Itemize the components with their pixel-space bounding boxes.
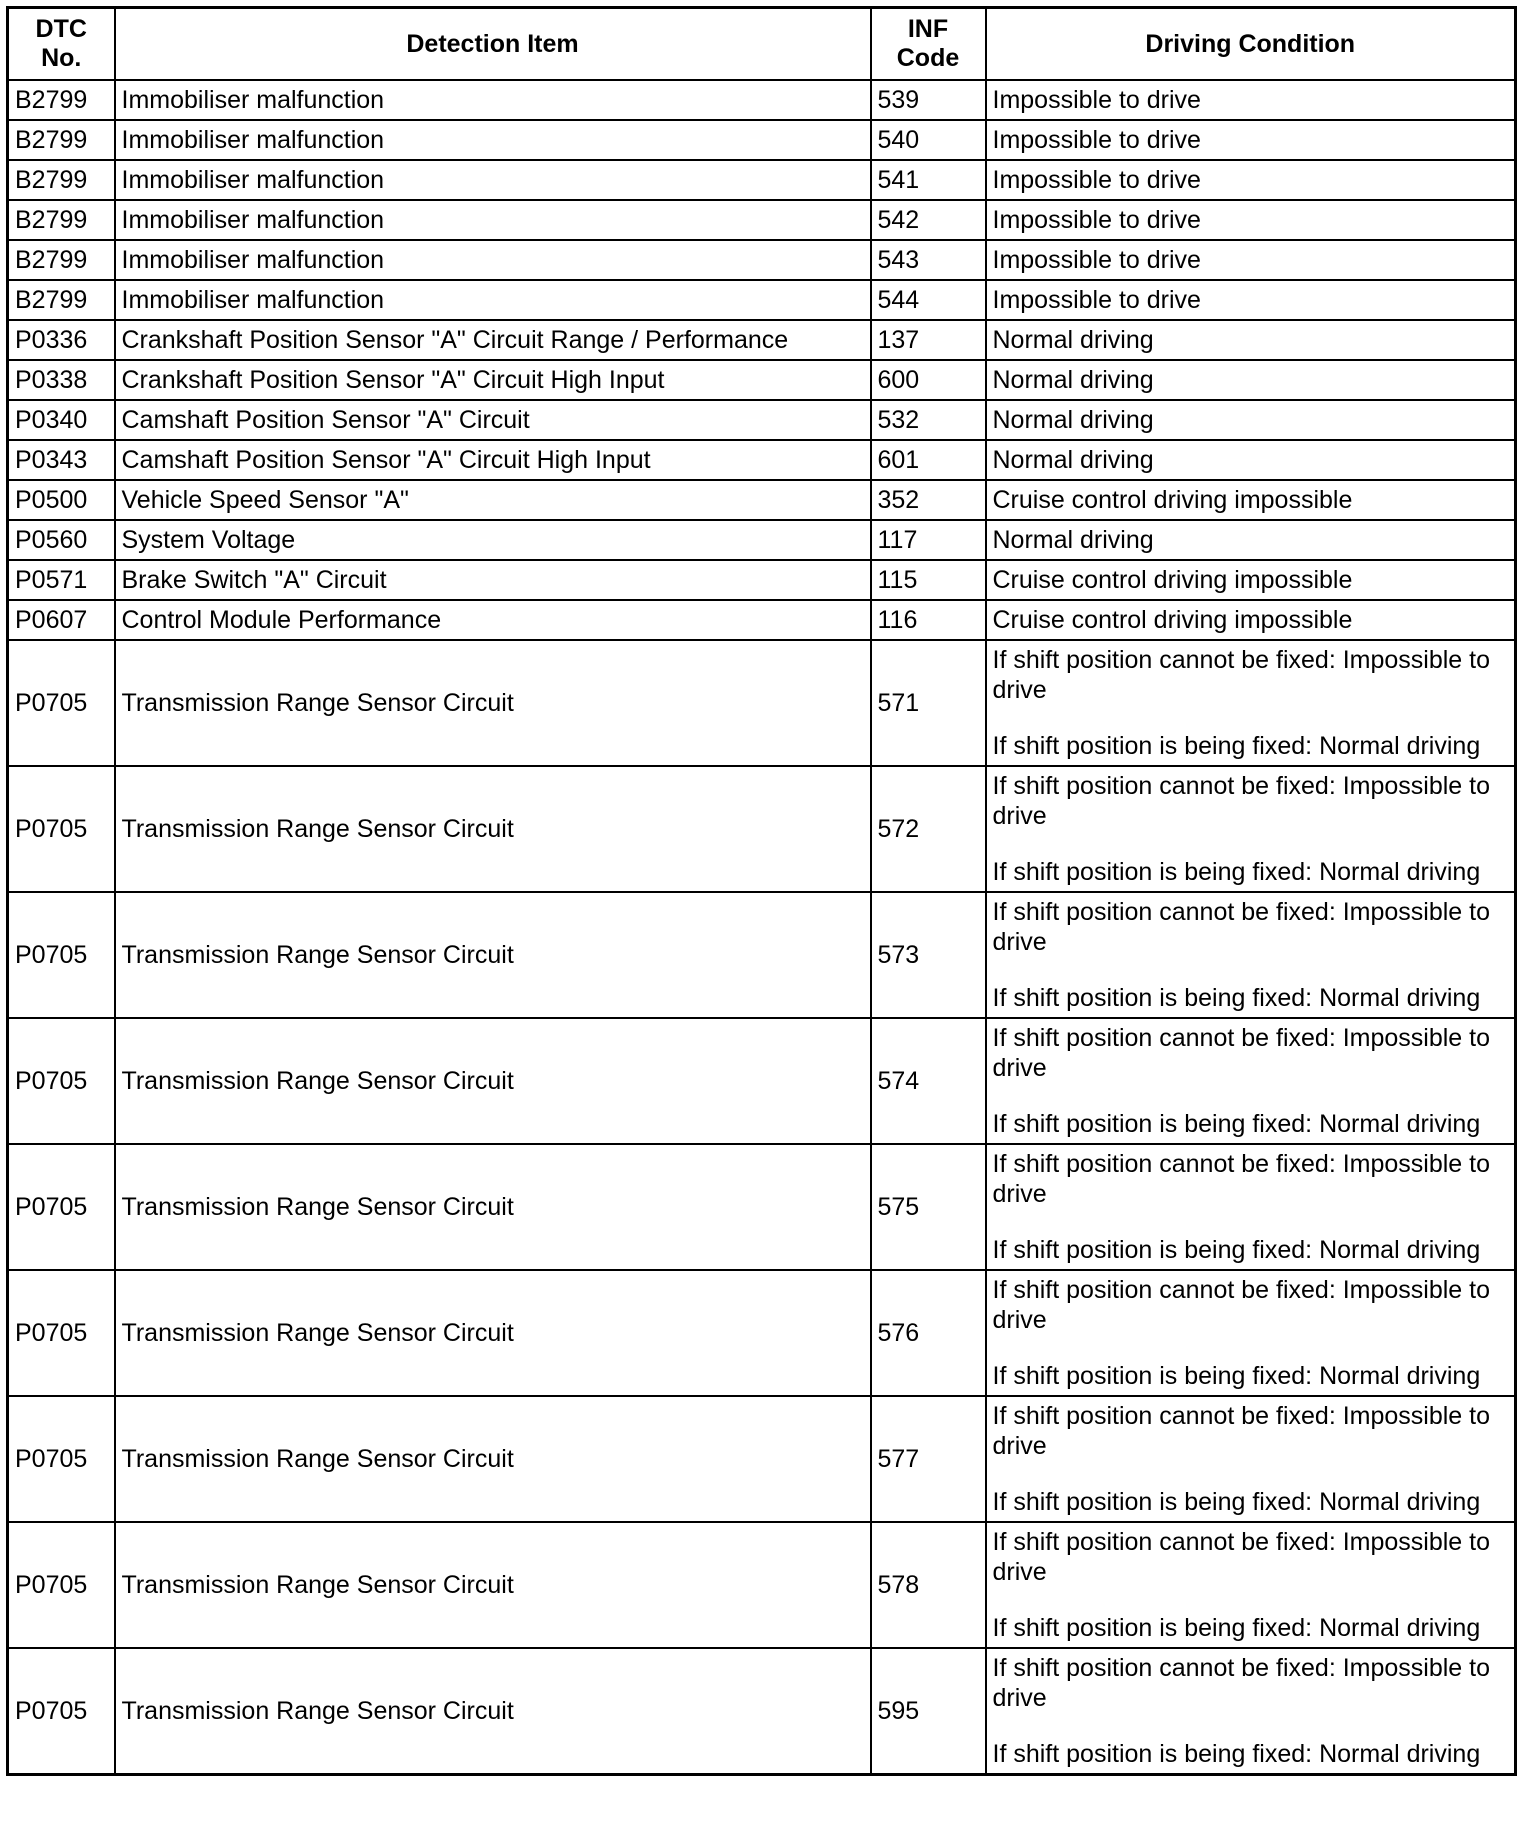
condition-spacer [993, 1209, 1509, 1235]
cell-dtc-no: P0705 [8, 766, 115, 892]
table-row [8, 240, 1516, 280]
table-row [8, 1144, 1516, 1270]
cell-inf-code: 573 [871, 892, 986, 1018]
cell-detection-item: Transmission Range Sensor Circuit [115, 892, 871, 1018]
table-row [8, 520, 1516, 560]
condition-spacer [993, 831, 1509, 857]
condition-fixed: If shift position is being fixed: Normal driving [992, 1614, 1481, 1642]
cell-inf-code: 539 [871, 80, 986, 120]
cell-inf-code: 542 [871, 200, 986, 240]
cell-inf-code: 578 [871, 1522, 986, 1648]
table-header [8, 8, 1516, 81]
cell-inf-code: 576 [871, 1270, 986, 1396]
cell-dtc-no: P0705 [8, 1648, 115, 1775]
cell-dtc-no: B2799 [8, 200, 115, 240]
table-row [8, 640, 1516, 766]
table-row [8, 360, 1516, 400]
condition-fixed: If shift position is being fixed: Normal driving [992, 732, 1481, 760]
condition-not-fixed: If shift position cannot be fixed: Impossible to drive [992, 1150, 1490, 1208]
cell-dtc-no: P0340 [8, 400, 115, 440]
table-row [8, 120, 1516, 160]
table-body [8, 80, 1516, 1775]
table-row [8, 1018, 1516, 1144]
cell-dtc-no: P0705 [8, 1522, 115, 1648]
header-inf-line1: INF [907, 15, 949, 43]
condition-not-fixed: If shift position cannot be fixed: Impossible to drive [992, 1402, 1490, 1460]
cell-dtc-no: P0500 [8, 480, 115, 520]
cell-dtc-no: P0705 [8, 640, 115, 766]
cell-inf-code: 574 [871, 1018, 986, 1144]
condition-fixed: If shift position is being fixed: Normal driving [992, 858, 1481, 886]
condition-not-fixed: If shift position cannot be fixed: Impossible to drive [992, 1654, 1490, 1712]
cell-detection-item: Immobiliser malfunction [115, 120, 871, 160]
table-row [8, 80, 1516, 120]
cell-dtc-no: P0607 [8, 600, 115, 640]
condition-spacer [993, 1587, 1509, 1613]
table-row [8, 320, 1516, 360]
cell-inf-code: 572 [871, 766, 986, 892]
cell-dtc-no: P0343 [8, 440, 115, 480]
table-row [8, 200, 1516, 240]
condition-spacer [993, 1713, 1509, 1739]
cell-detection-item: Transmission Range Sensor Circuit [115, 640, 871, 766]
condition-spacer [993, 1461, 1509, 1487]
cell-detection-item: Immobiliser malfunction [115, 280, 871, 320]
condition-spacer [993, 1335, 1509, 1361]
cell-driving-condition [986, 1396, 1516, 1522]
cell-dtc-no: P0705 [8, 1018, 115, 1144]
cell-detection-item: Immobiliser malfunction [115, 80, 871, 120]
condition-not-fixed: If shift position cannot be fixed: Impossible to drive [992, 646, 1490, 704]
table-row [8, 280, 1516, 320]
condition-fixed: If shift position is being fixed: Normal driving [992, 1236, 1481, 1264]
condition-not-fixed: If shift position cannot be fixed: Impossible to drive [992, 1276, 1490, 1334]
cell-inf-code: 137 [871, 320, 986, 360]
cell-inf-code: 532 [871, 400, 986, 440]
condition-spacer [993, 1083, 1509, 1109]
cell-detection-item: Immobiliser malfunction [115, 160, 871, 200]
cell-dtc-no: B2799 [8, 280, 115, 320]
table-row [8, 480, 1516, 520]
cell-detection-item: Transmission Range Sensor Circuit [115, 1270, 871, 1396]
condition-fixed: If shift position is being fixed: Normal driving [992, 1488, 1481, 1516]
cell-inf-code: 543 [871, 240, 986, 280]
cell-dtc-no: B2799 [8, 120, 115, 160]
cell-driving-condition [986, 1144, 1516, 1270]
table-row [8, 892, 1516, 1018]
cell-detection-item: Transmission Range Sensor Circuit [115, 1018, 871, 1144]
cell-detection-item: Crankshaft Position Sensor "A" Circuit High Input [115, 360, 871, 400]
cell-dtc-no: P0705 [8, 1396, 115, 1522]
condition-fixed: If shift position is being fixed: Normal driving [992, 1110, 1481, 1138]
cell-driving-condition [986, 892, 1516, 1018]
cell-dtc-no: P0560 [8, 520, 115, 560]
cell-detection-item: Transmission Range Sensor Circuit [115, 766, 871, 892]
cell-driving-condition: Cruise control driving impossible [986, 480, 1516, 520]
cell-inf-code: 600 [871, 360, 986, 400]
header-driving-condition: Driving Condition [986, 8, 1516, 81]
cell-detection-item: Vehicle Speed Sensor "A" [115, 480, 871, 520]
condition-not-fixed: If shift position cannot be fixed: Impossible to drive [992, 898, 1490, 956]
condition-fixed: If shift position is being fixed: Normal driving [992, 1740, 1481, 1768]
cell-driving-condition [986, 766, 1516, 892]
table-row [8, 1522, 1516, 1648]
cell-driving-condition [986, 1018, 1516, 1144]
condition-spacer [993, 957, 1509, 983]
condition-not-fixed: If shift position cannot be fixed: Impossible to drive [992, 1528, 1490, 1586]
cell-inf-code: 601 [871, 440, 986, 480]
cell-inf-code: 117 [871, 520, 986, 560]
cell-driving-condition [986, 1648, 1516, 1775]
cell-inf-code: 595 [871, 1648, 986, 1775]
cell-dtc-no: P0705 [8, 1270, 115, 1396]
cell-driving-condition: Impossible to drive [986, 160, 1516, 200]
header-row [8, 8, 1516, 81]
header-dtc-line2: No. [41, 44, 82, 72]
table-row [8, 1396, 1516, 1522]
cell-driving-condition [986, 640, 1516, 766]
cell-driving-condition: Cruise control driving impossible [986, 600, 1516, 640]
cell-driving-condition: Impossible to drive [986, 240, 1516, 280]
cell-dtc-no: P0705 [8, 1144, 115, 1270]
cell-detection-item: Transmission Range Sensor Circuit [115, 1396, 871, 1522]
document-page [6, 6, 1514, 1818]
table-row [8, 560, 1516, 600]
condition-not-fixed: If shift position cannot be fixed: Impossible to drive [992, 772, 1490, 830]
cell-detection-item: Transmission Range Sensor Circuit [115, 1522, 871, 1648]
table-row [8, 766, 1516, 892]
table-row [8, 440, 1516, 480]
cell-driving-condition: Impossible to drive [986, 200, 1516, 240]
cell-dtc-no: P0336 [8, 320, 115, 360]
cell-dtc-no: P0338 [8, 360, 115, 400]
cell-inf-code: 571 [871, 640, 986, 766]
cell-detection-item: Transmission Range Sensor Circuit [115, 1648, 871, 1775]
table-row [8, 1648, 1516, 1775]
table-row [8, 160, 1516, 200]
cell-inf-code: 115 [871, 560, 986, 600]
cell-driving-condition: Impossible to drive [986, 280, 1516, 320]
cell-dtc-no: B2799 [8, 160, 115, 200]
cell-driving-condition: Normal driving [986, 400, 1516, 440]
condition-not-fixed: If shift position cannot be fixed: Impossible to drive [992, 1024, 1490, 1082]
cell-detection-item: Camshaft Position Sensor "A" Circuit [115, 400, 871, 440]
cell-driving-condition: Normal driving [986, 320, 1516, 360]
cell-detection-item: System Voltage [115, 520, 871, 560]
cell-detection-item: Immobiliser malfunction [115, 240, 871, 280]
cell-dtc-no: B2799 [8, 80, 115, 120]
table-row [8, 400, 1516, 440]
cell-driving-condition: Cruise control driving impossible [986, 560, 1516, 600]
header-dtc-no [8, 8, 115, 81]
cell-detection-item: Transmission Range Sensor Circuit [115, 1144, 871, 1270]
cell-inf-code: 540 [871, 120, 986, 160]
condition-fixed: If shift position is being fixed: Normal driving [992, 1362, 1481, 1390]
cell-inf-code: 352 [871, 480, 986, 520]
cell-inf-code: 544 [871, 280, 986, 320]
table-row [8, 1270, 1516, 1396]
cell-dtc-no: P0571 [8, 560, 115, 600]
cell-driving-condition: Normal driving [986, 360, 1516, 400]
cell-inf-code: 116 [871, 600, 986, 640]
table-row [8, 600, 1516, 640]
cell-driving-condition: Impossible to drive [986, 80, 1516, 120]
cell-driving-condition: Normal driving [986, 520, 1516, 560]
cell-driving-condition: Impossible to drive [986, 120, 1516, 160]
header-inf-line2: Code [896, 44, 960, 72]
cell-detection-item: Immobiliser malfunction [115, 200, 871, 240]
cell-driving-condition [986, 1270, 1516, 1396]
cell-inf-code: 541 [871, 160, 986, 200]
cell-detection-item: Brake Switch "A" Circuit [115, 560, 871, 600]
cell-inf-code: 577 [871, 1396, 986, 1522]
cell-inf-code: 575 [871, 1144, 986, 1270]
header-dtc-line1: DTC [35, 15, 87, 43]
cell-driving-condition: Normal driving [986, 440, 1516, 480]
dtc-table [6, 6, 1517, 1776]
header-inf-code [871, 8, 986, 81]
cell-dtc-no: P0705 [8, 892, 115, 1018]
cell-detection-item: Camshaft Position Sensor "A" Circuit High Input [115, 440, 871, 480]
condition-spacer [993, 705, 1509, 731]
cell-dtc-no: B2799 [8, 240, 115, 280]
cell-detection-item: Control Module Performance [115, 600, 871, 640]
cell-driving-condition [986, 1522, 1516, 1648]
condition-fixed: If shift position is being fixed: Normal driving [992, 984, 1481, 1012]
header-detection-item: Detection Item [115, 8, 871, 81]
cell-detection-item: Crankshaft Position Sensor "A" Circuit Range / Performance [115, 320, 871, 360]
